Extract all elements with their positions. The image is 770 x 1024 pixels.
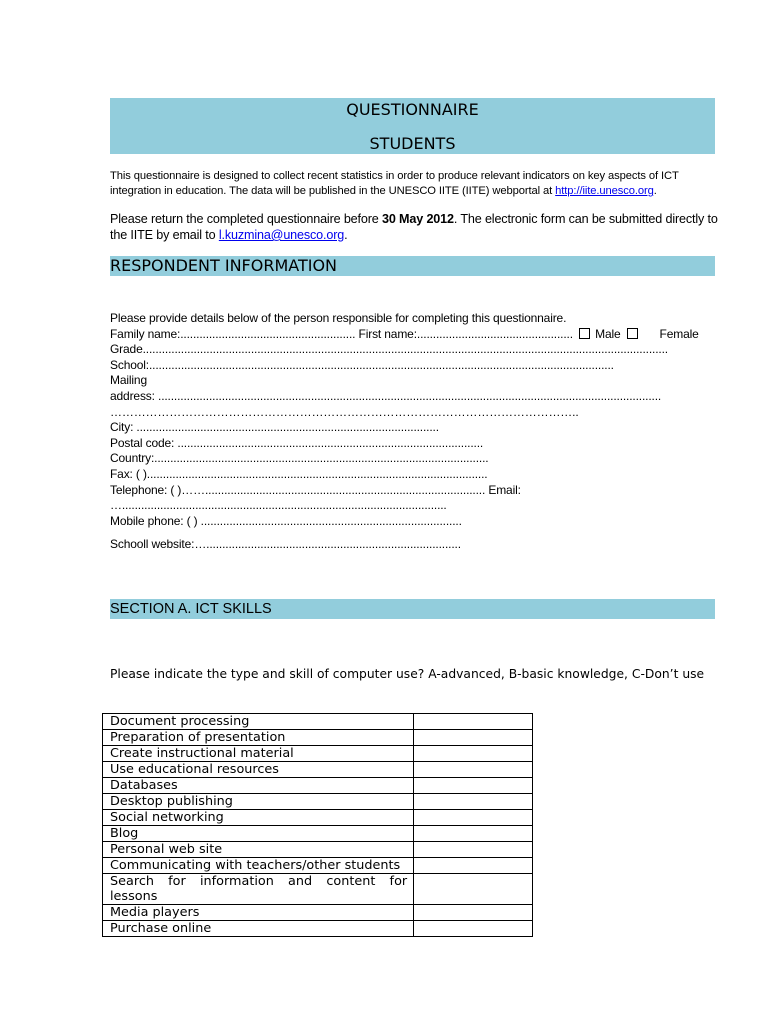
return-paragraph bbox=[110, 211, 720, 243]
name-row bbox=[110, 327, 715, 343]
skill-label: Media players bbox=[103, 905, 414, 921]
skills-question: Please indicate the type and skill of computer use? A-advanced, B-basic knowledge, C-Don’t use bbox=[110, 667, 705, 681]
skill-level-cell[interactable] bbox=[414, 730, 533, 746]
contact-email-link[interactable]: l.kuzmina@unesco.org bbox=[218, 228, 345, 242]
skill-label: Create instructional material bbox=[103, 746, 414, 762]
male-checkbox[interactable] bbox=[579, 328, 590, 339]
table-row bbox=[103, 921, 533, 937]
table-row bbox=[103, 826, 533, 842]
respondent-section-heading: RESPONDENT INFORMATION bbox=[110, 256, 338, 275]
skill-label: Use educational resources bbox=[103, 762, 414, 778]
table-row bbox=[103, 842, 533, 858]
male-label: Male bbox=[595, 326, 621, 341]
title-students: STUDENTS bbox=[369, 134, 456, 153]
skill-label: Desktop publishing bbox=[103, 794, 414, 810]
respondent-section-banner bbox=[110, 256, 715, 276]
intro-end: . bbox=[653, 185, 657, 197]
fax-field[interactable]: Fax: ( )........................................................................................................... bbox=[110, 466, 488, 481]
skill-level-cell[interactable] bbox=[414, 842, 533, 858]
skill-level-cell[interactable] bbox=[414, 858, 533, 874]
respondent-form bbox=[110, 311, 715, 553]
skill-level-cell[interactable] bbox=[414, 762, 533, 778]
return-end: . bbox=[344, 228, 348, 242]
grade-field[interactable]: Grade..................................................................................................................................................................... bbox=[110, 342, 668, 357]
skill-level-cell[interactable] bbox=[414, 714, 533, 730]
intro-text: This questionnaire is designed to collect recent statistics in order to produce relevant indicators on key aspects of ICT integration in education. The data will be published in the UNESCO IITE (IITE) webportal at bbox=[110, 170, 679, 197]
skill-level-cell[interactable] bbox=[414, 794, 533, 810]
intro-paragraph bbox=[110, 169, 720, 199]
female-label: Female bbox=[659, 326, 699, 341]
skill-label: Personal web site bbox=[103, 842, 414, 858]
skill-label: Communicating with teachers/other students bbox=[103, 858, 414, 874]
return-after: . The electronic form can be submitted directly to the IITE by email to bbox=[110, 212, 718, 242]
skill-label: Blog bbox=[103, 826, 414, 842]
table-row bbox=[103, 810, 533, 826]
table-row bbox=[103, 714, 533, 730]
city-field[interactable]: City: ............................................................................................... bbox=[110, 420, 439, 435]
table-row bbox=[103, 794, 533, 810]
table-row bbox=[103, 905, 533, 921]
deadline-date: 30 May 2012 bbox=[382, 212, 454, 226]
postal-code-field[interactable]: Postal code: ................................................................................................ bbox=[110, 435, 484, 450]
skill-level-cell[interactable] bbox=[414, 905, 533, 921]
address-continuation-field[interactable]: ……………………………………………………………………………………………………….. bbox=[110, 404, 579, 419]
table-row bbox=[103, 874, 533, 905]
form-instruction: Please provide details below of the person responsible for completing this questionnaire. bbox=[110, 311, 567, 325]
school-field[interactable]: School:.................................................................................................................................................. bbox=[110, 357, 614, 372]
skill-level-cell[interactable] bbox=[414, 746, 533, 762]
mailing-label: Mailing bbox=[110, 373, 147, 388]
title-banner bbox=[110, 98, 715, 154]
skill-level-cell[interactable] bbox=[414, 874, 533, 905]
skill-level-cell[interactable] bbox=[414, 921, 533, 937]
school-website-field[interactable]: Schooll website:…................................................................................ bbox=[110, 537, 461, 552]
email-label: Email: bbox=[485, 482, 521, 497]
skill-level-cell[interactable] bbox=[414, 826, 533, 842]
section-a-banner bbox=[110, 599, 715, 619]
country-field[interactable]: Country:......................................................................................................... bbox=[110, 451, 489, 466]
table-row bbox=[103, 746, 533, 762]
table-row bbox=[103, 762, 533, 778]
ict-skills-table bbox=[102, 713, 533, 937]
female-checkbox[interactable] bbox=[627, 328, 638, 339]
table-row bbox=[103, 778, 533, 794]
skill-label: Document processing bbox=[103, 714, 414, 730]
family-name-field[interactable]: Family name:....................................................... bbox=[110, 326, 356, 341]
skill-label: Databases bbox=[103, 778, 414, 794]
return-before: Please return the completed questionnaire before bbox=[110, 212, 382, 226]
skill-label: Search for information and content for lessons bbox=[103, 874, 414, 905]
telephone-row bbox=[110, 483, 715, 499]
title-questionnaire: QUESTIONNAIRE bbox=[346, 100, 479, 119]
email-field[interactable]: …...................................................................................................... bbox=[110, 498, 447, 513]
skill-level-cell[interactable] bbox=[414, 810, 533, 826]
section-a-heading: SECTION A. ICT SKILLS bbox=[110, 601, 272, 617]
iite-portal-link[interactable]: http://iite.unesco.org bbox=[555, 185, 654, 197]
address-field[interactable]: address: .............................................................................................................................................................. bbox=[110, 388, 662, 403]
telephone-field[interactable]: Telephone: ( )……........................................................................................ bbox=[110, 482, 486, 497]
skill-label: Social networking bbox=[103, 810, 414, 826]
first-name-field[interactable]: First name:................................................. bbox=[355, 326, 573, 341]
skill-level-cell[interactable] bbox=[414, 778, 533, 794]
skill-label: Purchase online bbox=[103, 921, 414, 937]
table-row bbox=[103, 730, 533, 746]
skill-label: Preparation of presentation bbox=[103, 730, 414, 746]
table-row bbox=[103, 858, 533, 874]
mobile-phone-field[interactable]: Mobile phone: ( ) .................................................................................. bbox=[110, 513, 462, 528]
